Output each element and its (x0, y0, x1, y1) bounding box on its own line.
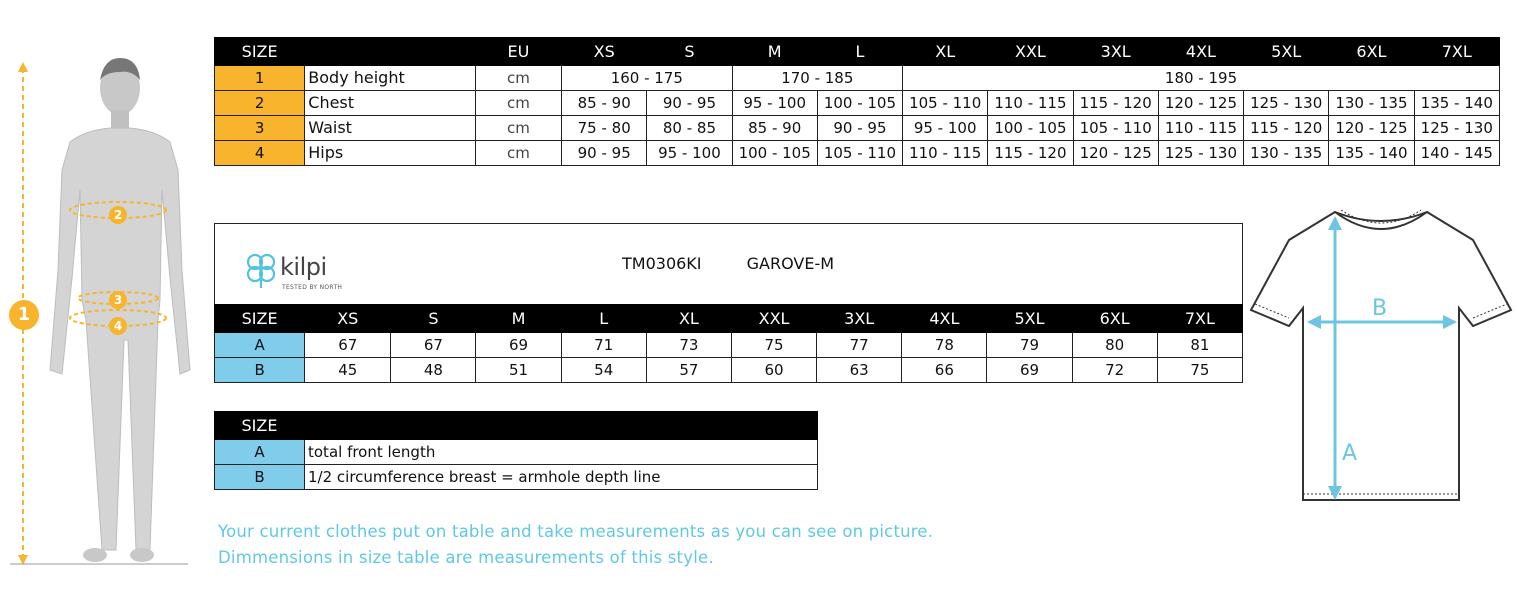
table-cell: 79 (987, 333, 1072, 358)
row-unit: cm (475, 116, 561, 141)
row-label: Waist (305, 116, 476, 141)
table-row (215, 358, 1243, 383)
legend-label: B (215, 465, 305, 490)
table-cell: 85 - 90 (562, 91, 647, 116)
table-cell: 120 - 125 (1073, 141, 1158, 166)
row-label: Hips (305, 141, 476, 166)
table-cell: 90 - 95 (647, 91, 732, 116)
row-label: A (215, 333, 305, 358)
table-cell: 75 (731, 333, 816, 358)
header-size: SIZE (215, 38, 305, 66)
table-cell: 105 - 110 (817, 141, 902, 166)
table-cell: 48 (391, 358, 476, 383)
header-eu: EU (475, 38, 561, 66)
table-cell: 115 - 120 (988, 141, 1073, 166)
table-row (215, 116, 1500, 141)
table-cell: 125 - 130 (1414, 116, 1499, 141)
dimensions-note: Dimmensions in size table are measurements of this style. (218, 548, 714, 567)
table-row (215, 440, 818, 465)
garment-header-cell: 3XL (817, 305, 902, 333)
hips-marker: 4 (109, 317, 127, 335)
table-cell: 90 - 95 (562, 141, 647, 166)
table-cell: 115 - 120 (1073, 91, 1158, 116)
header-blank (305, 38, 476, 66)
row-unit: cm (475, 91, 561, 116)
table-cell: 110 - 115 (1158, 116, 1243, 141)
table-cell: 73 (646, 333, 731, 358)
chest-marker: 2 (109, 206, 127, 224)
header-xl: XL (903, 38, 988, 66)
table-cell: 71 (561, 333, 646, 358)
table-cell: 60 (731, 358, 816, 383)
table-cell: 95 - 100 (903, 116, 988, 141)
row-number: 1 (215, 66, 305, 91)
table-cell: 170 - 185 (732, 66, 903, 91)
table-cell: 130 - 135 (1244, 141, 1329, 166)
header-s: S (647, 38, 732, 66)
table-cell: 100 - 105 (817, 91, 902, 116)
garment-header-cell: XL (646, 305, 731, 333)
table-cell: 78 (902, 333, 987, 358)
header-m: M (732, 38, 817, 66)
garment-header-cell: XXL (731, 305, 816, 333)
table-cell: 95 - 100 (647, 141, 732, 166)
header-xs: XS (562, 38, 647, 66)
table-row (215, 91, 1500, 116)
table-cell: 180 - 195 (903, 66, 1500, 91)
legend-header-size: SIZE (215, 412, 305, 440)
legend-description: 1/2 circumference breast = armhole depth line (305, 465, 818, 490)
table-cell: 85 - 90 (732, 116, 817, 141)
table-cell: 135 - 140 (1414, 91, 1499, 116)
table-cell: 140 - 145 (1414, 141, 1499, 166)
table-cell: 75 - 80 (562, 116, 647, 141)
row-label: B (215, 358, 305, 383)
garment-header-cell: XS (305, 305, 391, 333)
table-cell: 105 - 110 (1073, 116, 1158, 141)
table-cell: 69 (987, 358, 1072, 383)
legend-description: total front length (305, 440, 818, 465)
brand-name: kilpi (280, 253, 327, 281)
table-row (215, 333, 1243, 358)
body-size-table (214, 37, 1500, 166)
table-row (215, 66, 1500, 91)
table-cell: 120 - 125 (1158, 91, 1243, 116)
model-code: TM0306KI (622, 254, 702, 273)
garment-size-table (214, 304, 1243, 383)
table-cell: 75 (1157, 358, 1242, 383)
measurement-legend-table (214, 411, 818, 490)
waist-marker: 3 (109, 291, 127, 309)
table-cell: 130 - 135 (1329, 91, 1414, 116)
table-cell: 125 - 130 (1244, 91, 1329, 116)
table-cell: 81 (1157, 333, 1242, 358)
garment-header-cell: M (476, 305, 561, 333)
table-cell: 67 (391, 333, 476, 358)
label-b: B (1372, 296, 1388, 321)
table-cell: 72 (1072, 358, 1157, 383)
table-row (215, 465, 818, 490)
garment-header-cell: 6XL (1072, 305, 1157, 333)
garment-header-cell: L (561, 305, 646, 333)
table-cell: 125 - 130 (1158, 141, 1243, 166)
header-l: L (817, 38, 902, 66)
garment-header-cell: 5XL (987, 305, 1072, 333)
label-a: A (1342, 441, 1358, 466)
table-cell: 120 - 125 (1329, 116, 1414, 141)
header-4xl: 4XL (1158, 38, 1243, 66)
garment-header-cell: S (391, 305, 476, 333)
header-xxl: XXL (988, 38, 1073, 66)
row-unit: cm (475, 141, 561, 166)
row-number: 2 (215, 91, 305, 116)
header-3xl: 3XL (1073, 38, 1158, 66)
table-cell: 100 - 105 (988, 116, 1073, 141)
table-cell: 110 - 115 (903, 141, 988, 166)
table-cell: 57 (646, 358, 731, 383)
header-6xl: 6XL (1329, 38, 1414, 66)
row-unit: cm (475, 66, 561, 91)
measurement-note: Your current clothes put on table and take measurements as you can see on picture. (218, 522, 934, 541)
table-cell: 54 (561, 358, 646, 383)
table-row (215, 141, 1500, 166)
table-cell: 110 - 115 (988, 91, 1073, 116)
table-cell: 100 - 105 (732, 141, 817, 166)
table-cell: 115 - 120 (1244, 116, 1329, 141)
garment-header-cell: 7XL (1157, 305, 1242, 333)
product-model (622, 254, 834, 273)
table-cell: 80 - 85 (647, 116, 732, 141)
table-cell: 67 (305, 333, 391, 358)
body-size-header-row (215, 38, 1500, 66)
table-cell: 160 - 175 (562, 66, 733, 91)
row-label: Chest (305, 91, 476, 116)
table-cell: 63 (817, 358, 902, 383)
table-cell: 66 (902, 358, 987, 383)
row-label: Body height (305, 66, 476, 91)
garment-header-cell: 4XL (902, 305, 987, 333)
model-name: GAROVE-M (746, 254, 835, 273)
table-cell: 95 - 100 (732, 91, 817, 116)
table-cell: 69 (476, 333, 561, 358)
row-number: 3 (215, 116, 305, 141)
legend-header-blank (305, 412, 818, 440)
header-7xl: 7XL (1414, 38, 1499, 66)
table-cell: 105 - 110 (903, 91, 988, 116)
table-cell: 45 (305, 358, 391, 383)
tshirt-measurement-figure (1245, 200, 1517, 510)
kilpi-logo-icon (243, 250, 279, 290)
table-cell: 90 - 95 (817, 116, 902, 141)
header-5xl: 5XL (1244, 38, 1329, 66)
brand-tagline: TESTED BY NORTH (282, 284, 343, 291)
table-cell: 80 (1072, 333, 1157, 358)
table-cell: 135 - 140 (1329, 141, 1414, 166)
row-number: 4 (215, 141, 305, 166)
height-marker: 1 (9, 300, 39, 330)
garment-header-row (215, 305, 1243, 333)
table-cell: 77 (817, 333, 902, 358)
legend-label: A (215, 440, 305, 465)
garment-header-cell: SIZE (215, 305, 305, 333)
legend-header-row (215, 412, 818, 440)
table-cell: 51 (476, 358, 561, 383)
